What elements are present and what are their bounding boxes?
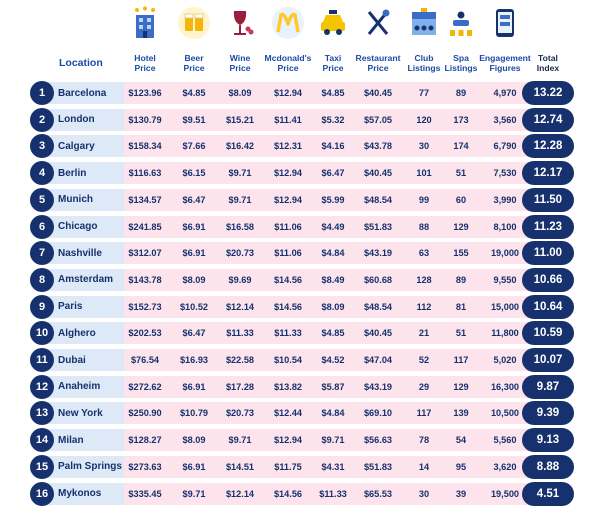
- club-icon: [407, 6, 441, 40]
- hotel-value: $273.63: [128, 461, 162, 472]
- wine-value: $8.09: [228, 88, 252, 98]
- wine-value: $20.73: [225, 248, 255, 259]
- club-value: 101: [416, 168, 432, 179]
- city-name: Alghero: [58, 327, 96, 339]
- total-index-value: 9.39: [522, 401, 574, 425]
- header-restaurant: Restaurant Price: [355, 53, 401, 73]
- hotel-value: $143.78: [128, 274, 162, 285]
- total-index-value: 9.13: [522, 428, 574, 452]
- taxi-value: $4.49: [321, 221, 345, 232]
- spa-value: 39: [455, 488, 467, 499]
- taxi-value: $4.84: [321, 408, 345, 419]
- engagement-value: 11,800: [491, 328, 519, 339]
- hotel-value: $335.45: [128, 488, 162, 499]
- engagement-value: 4,970: [493, 88, 517, 98]
- header-icons: [0, 6, 600, 42]
- header-hotel: Hotel Price: [134, 53, 156, 73]
- wine-value: $12.14: [225, 301, 255, 312]
- beer-value: $6.91: [182, 381, 206, 392]
- table-row: [0, 241, 600, 266]
- rank-badge: 8: [30, 268, 54, 292]
- restaurant-value: $43.78: [363, 141, 393, 152]
- engagement-value: 6,790: [493, 141, 517, 152]
- spa-icon: [444, 6, 478, 40]
- total-index-value: 10.59: [522, 321, 574, 345]
- mcd-value: $12.31: [273, 141, 303, 152]
- taxi-value: $11.33: [319, 488, 347, 499]
- hotel-value: $134.57: [128, 194, 162, 205]
- engagement-value: 19,000: [490, 248, 520, 259]
- engagement-value: 3,560: [493, 114, 517, 125]
- table-row: [0, 321, 600, 346]
- taxi-value: $4.52: [321, 355, 345, 365]
- taxi-value: $6.47: [321, 168, 345, 179]
- club-value: 128: [416, 274, 432, 285]
- mcd-value: $14.56: [273, 301, 303, 312]
- restaurant-value: $43.19: [363, 248, 393, 259]
- spa-value: 139: [453, 408, 469, 419]
- club-value: 29: [418, 381, 430, 392]
- engagement-value: 15,000: [490, 301, 520, 312]
- mcd-value: $10.54: [273, 355, 303, 365]
- taxi-value: $4.84: [321, 248, 345, 259]
- header-total: Total Index: [536, 53, 560, 73]
- restaurant-value: $56.63: [363, 435, 393, 446]
- hotel-value: $116.63: [128, 168, 162, 179]
- restaurant-value: $60.68: [363, 274, 393, 285]
- total-index-value: 12.74: [522, 108, 574, 132]
- hotel-value: $250.90: [128, 408, 162, 419]
- beer-value: $6.91: [182, 248, 206, 259]
- mcd-value: $11.06: [274, 248, 302, 259]
- restaurant-value: $40.45: [363, 88, 393, 98]
- rank-badge: 2: [30, 108, 54, 132]
- beer-value: $10.79: [179, 408, 209, 419]
- total-index-value: 4.51: [522, 482, 574, 506]
- hotel-value: $241.85: [128, 221, 162, 232]
- club-value: 120: [416, 114, 432, 125]
- engagement-value: 5,560: [493, 435, 517, 446]
- club-value: 117: [416, 408, 432, 419]
- beer-value: $6.47: [182, 194, 206, 205]
- taxi-icon: [316, 6, 350, 40]
- club-value: 88: [418, 221, 430, 232]
- header-location: Location: [59, 57, 103, 69]
- total-index-value: 13.22: [522, 81, 574, 105]
- rank-badge: 1: [30, 81, 54, 105]
- table-row: [0, 134, 600, 159]
- city-name: Dubai: [58, 354, 86, 366]
- city-name: Calgary: [58, 140, 95, 152]
- table-row: [0, 295, 600, 320]
- total-index-value: 8.88: [522, 455, 574, 479]
- city-name: Paris: [58, 301, 83, 313]
- wine-value: $12.14: [225, 488, 255, 499]
- spa-value: 129: [453, 221, 469, 232]
- spa-value: 89: [455, 88, 467, 98]
- table-row: [0, 401, 600, 426]
- restaurant-value: $48.54: [363, 194, 393, 205]
- restaurant-icon: [361, 6, 395, 40]
- engagement-value: 19,500: [490, 488, 520, 499]
- mcd-value: $11.41: [274, 114, 302, 125]
- mcd-value: $12.94: [273, 435, 303, 446]
- spa-value: 129: [453, 381, 469, 392]
- club-value: 63: [418, 248, 430, 259]
- mcd-value: $12.94: [273, 168, 303, 179]
- restaurant-value: $40.45: [363, 328, 393, 339]
- mcdonalds-icon: [271, 6, 305, 40]
- taxi-value: $5.87: [321, 381, 345, 392]
- hotel-value: $123.96: [128, 88, 162, 98]
- wine-value: $16.58: [225, 221, 255, 232]
- header-wine: Wine Price: [229, 53, 251, 73]
- spa-value: 89: [455, 274, 467, 285]
- club-value: 14: [418, 461, 430, 472]
- city-name: New York: [58, 407, 103, 419]
- city-name: Mykonos: [58, 488, 102, 499]
- total-index-value: 12.28: [522, 134, 574, 158]
- hotel-value: $312.07: [128, 248, 162, 259]
- table-row: [0, 215, 600, 240]
- hotel-value: $158.34: [128, 141, 162, 152]
- hotel-value: $202.53: [128, 328, 162, 339]
- wine-value: $9.69: [228, 274, 252, 285]
- taxi-value: $5.32: [321, 114, 345, 125]
- total-index-value: 11.50: [522, 188, 574, 212]
- hotel-value: $130.79: [128, 114, 162, 125]
- taxi-value: $8.09: [321, 301, 345, 312]
- rank-badge: 14: [30, 428, 54, 452]
- wine-value: $14.51: [225, 461, 255, 472]
- taxi-value: $5.99: [321, 194, 345, 205]
- spa-value: 95: [455, 461, 467, 472]
- restaurant-value: $47.04: [363, 355, 393, 365]
- city-name: Palm Springs: [58, 461, 122, 473]
- engagement-value: 16,300: [490, 381, 520, 392]
- rank-badge: 12: [30, 375, 54, 399]
- beer-value: $6.15: [182, 168, 206, 179]
- beer-value: $7.66: [182, 141, 206, 152]
- rank-badge: 15: [30, 455, 54, 479]
- rank-badge: 5: [30, 188, 54, 212]
- beer-value: $6.91: [182, 461, 206, 472]
- wine-value: $20.73: [225, 408, 255, 419]
- table-header: [0, 48, 600, 78]
- wine-value: $15.21: [225, 114, 255, 125]
- spa-value: 81: [455, 301, 467, 312]
- table-row: [0, 348, 600, 373]
- club-value: 30: [418, 141, 430, 152]
- wine-value: $9.71: [228, 435, 252, 446]
- spa-value: 173: [453, 114, 469, 125]
- rank-badge: 9: [30, 295, 54, 319]
- mcd-value: $14.56: [273, 274, 303, 285]
- club-value: 78: [418, 435, 430, 446]
- hotel-value: $128.27: [128, 435, 162, 446]
- table-row: [0, 455, 600, 480]
- header-beer: Beer Price: [183, 53, 205, 73]
- beer-value: $9.51: [182, 114, 206, 125]
- engagement-value: 3,990: [493, 194, 517, 205]
- mcd-value: $11.33: [274, 328, 302, 339]
- rank-badge: 7: [30, 241, 54, 265]
- mcd-value: $12.44: [273, 408, 303, 419]
- beer-value: $10.52: [179, 301, 209, 312]
- wine-value: $11.33: [226, 328, 254, 339]
- rank-badge: 10: [30, 321, 54, 345]
- beer-value: $8.09: [182, 274, 206, 285]
- restaurant-value: $65.53: [363, 488, 393, 499]
- hotel-value: $152.73: [128, 301, 162, 312]
- table-row: [0, 375, 600, 400]
- club-value: 52: [418, 355, 430, 365]
- rank-badge: 11: [30, 348, 54, 372]
- club-value: 77: [418, 88, 430, 98]
- engagement-value: 9,550: [493, 274, 517, 285]
- beer-icon: [177, 6, 211, 40]
- wine-value: $9.71: [228, 168, 252, 179]
- total-index-value: 11.00: [522, 241, 574, 265]
- taxi-value: $4.85: [321, 328, 345, 339]
- spa-value: 51: [455, 328, 467, 339]
- total-index-value: 9.87: [522, 375, 574, 399]
- spa-value: 51: [455, 168, 467, 179]
- rank-badge: 13: [30, 401, 54, 425]
- spa-value: 54: [455, 435, 467, 446]
- beer-value: $8.09: [182, 435, 206, 446]
- engagement-value: 8,100: [493, 221, 517, 232]
- city-name: Barcelona: [58, 87, 107, 99]
- beer-value: $9.71: [182, 488, 206, 499]
- mcd-value: $14.56: [273, 488, 303, 499]
- mcd-value: $13.82: [273, 381, 303, 392]
- total-index-value: 11.23: [522, 215, 574, 239]
- beer-value: $4.85: [182, 88, 206, 98]
- city-name: Berlin: [58, 167, 87, 179]
- header-club: Club Listings: [407, 53, 441, 73]
- rank-badge: 4: [30, 161, 54, 185]
- table-row: [0, 268, 600, 293]
- total-index-value: 10.66: [522, 268, 574, 292]
- table-row: [0, 108, 600, 133]
- restaurant-value: $69.10: [363, 408, 393, 419]
- city-name: Milan: [58, 434, 84, 446]
- wine-value: $17.28: [225, 381, 255, 392]
- taxi-value: $9.71: [321, 435, 345, 446]
- mcd-value: $11.06: [274, 221, 302, 232]
- table-row: [0, 482, 600, 507]
- restaurant-value: $48.54: [363, 301, 393, 312]
- rank-badge: 3: [30, 134, 54, 158]
- taxi-value: $4.16: [321, 141, 345, 152]
- club-value: 112: [416, 301, 432, 312]
- rank-badge: 16: [30, 482, 54, 506]
- header-engagement: Engagement Figures: [479, 53, 531, 73]
- total-index-value: 12.17: [522, 161, 574, 185]
- city-name: Nashville: [58, 247, 102, 259]
- spa-value: 174: [453, 141, 469, 152]
- engagement-value: 7,530: [493, 168, 517, 179]
- mcd-value: $12.94: [273, 194, 303, 205]
- restaurant-value: $51.83: [363, 221, 393, 232]
- spa-value: 155: [453, 248, 469, 259]
- restaurant-value: $57.05: [363, 114, 393, 125]
- wine-icon: [223, 6, 257, 40]
- taxi-value: $8.49: [321, 274, 345, 285]
- engagement-icon: [488, 6, 522, 40]
- restaurant-value: $40.45: [363, 168, 393, 179]
- taxi-value: $4.85: [321, 88, 345, 98]
- taxi-value: $4.31: [321, 461, 345, 472]
- restaurant-value: $51.83: [363, 461, 393, 472]
- header-spa: Spa Listings: [444, 53, 478, 73]
- city-name: Anaheim: [58, 381, 101, 393]
- engagement-value: 3,620: [493, 461, 517, 472]
- beer-value: $6.47: [182, 328, 206, 339]
- wine-value: $16.42: [225, 141, 255, 152]
- table-row: [0, 428, 600, 453]
- engagement-value: 10,500: [490, 408, 520, 419]
- mcd-value: $11.75: [274, 461, 302, 472]
- mcd-value: $12.94: [273, 88, 303, 98]
- spa-value: 60: [455, 194, 467, 205]
- header-taxi: Taxi Price: [322, 53, 344, 73]
- spa-value: 117: [453, 355, 469, 365]
- wine-value: $22.58: [225, 355, 255, 365]
- hotel-icon: [128, 6, 162, 40]
- city-name: Chicago: [58, 221, 98, 232]
- beer-value: $6.91: [182, 221, 206, 232]
- total-index-value: 10.07: [522, 348, 574, 372]
- engagement-value: 5,020: [493, 355, 517, 365]
- club-value: 21: [418, 328, 430, 339]
- header-mcdonalds: Mcdonald's Price: [264, 53, 312, 73]
- table-row: [0, 188, 600, 213]
- city-name: Amsterdam: [58, 274, 114, 286]
- city-name: Munich: [58, 194, 93, 206]
- table-row: [0, 161, 600, 186]
- city-name: London: [58, 114, 95, 126]
- beer-value: $16.93: [179, 355, 209, 365]
- hotel-value: $272.62: [128, 381, 162, 392]
- hotel-value: $76.54: [130, 355, 160, 365]
- rank-badge: 6: [30, 215, 54, 239]
- club-value: 99: [418, 194, 430, 205]
- wine-value: $9.71: [228, 194, 252, 205]
- club-value: 30: [418, 488, 430, 499]
- restaurant-value: $43.19: [363, 381, 393, 392]
- total-index-value: 10.64: [522, 295, 574, 319]
- table-row: [0, 81, 600, 106]
